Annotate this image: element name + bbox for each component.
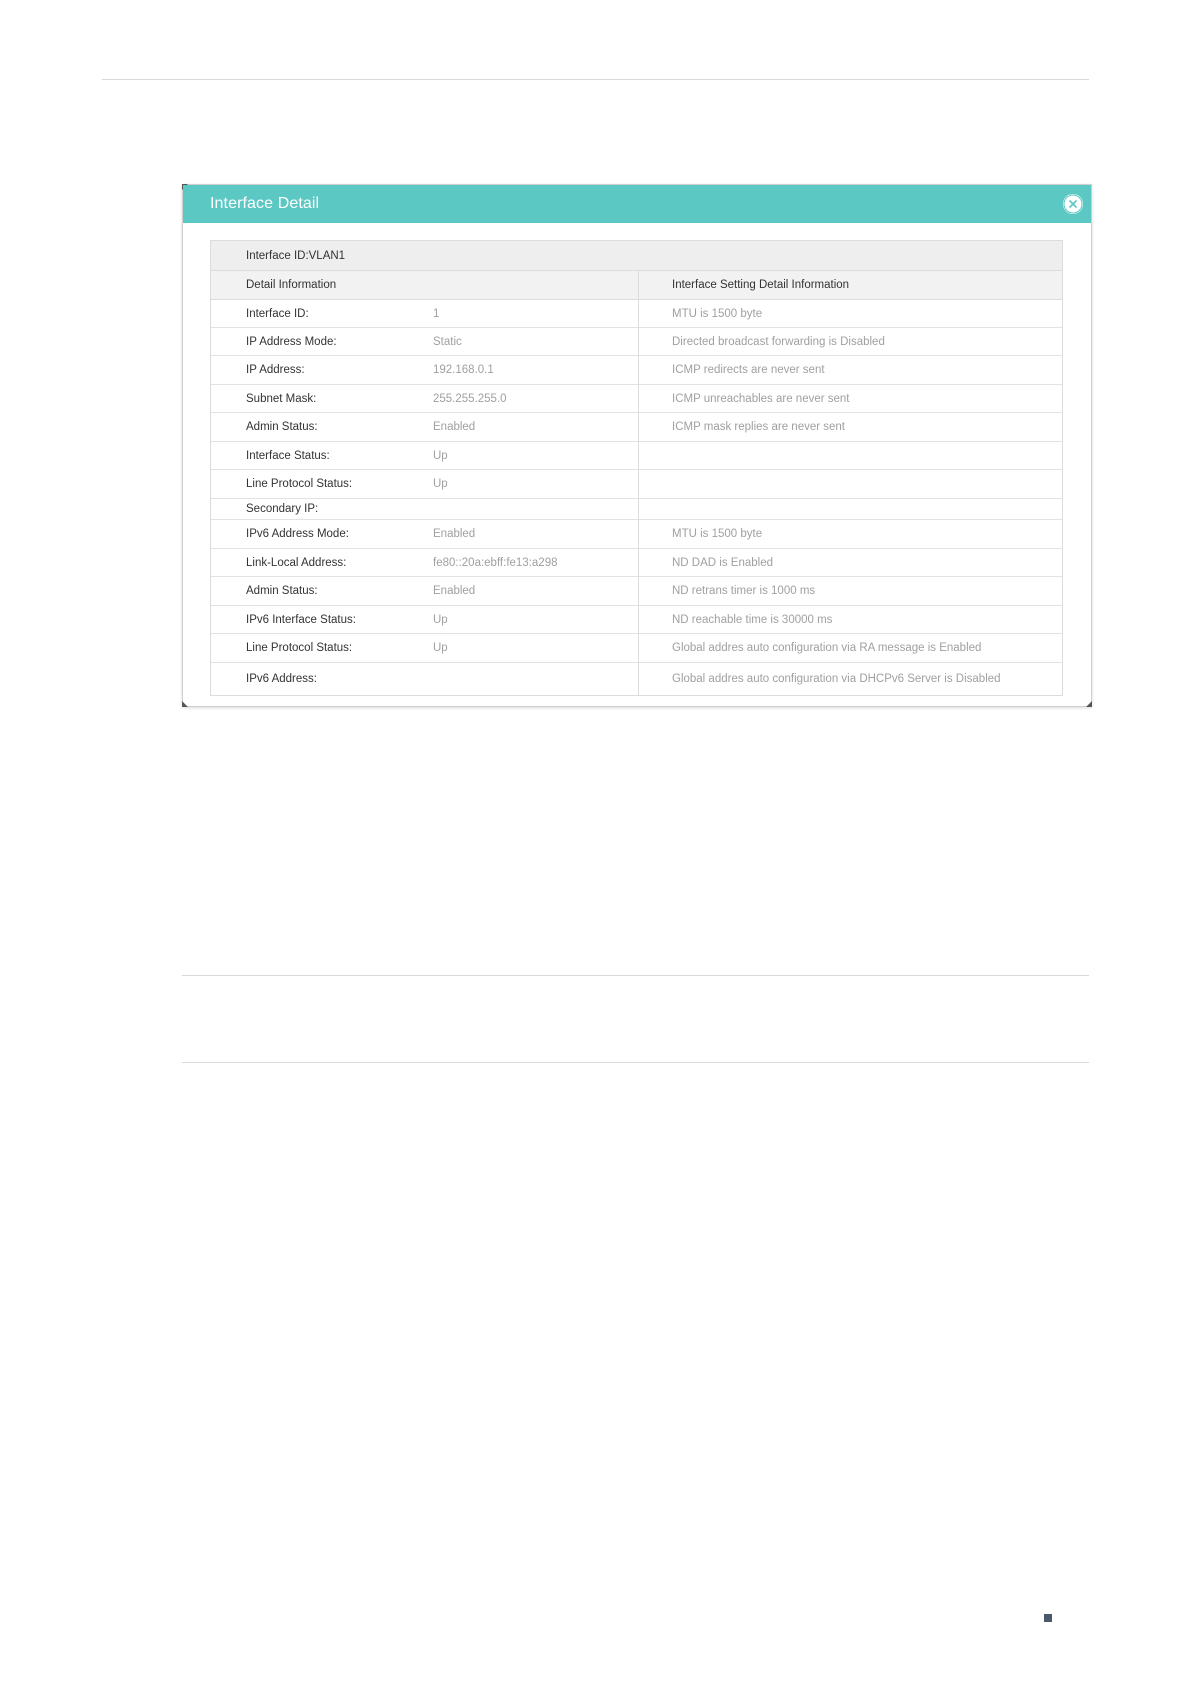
- table-row: [211, 634, 1062, 663]
- row-label: Interface Status:: [246, 449, 330, 462]
- row-label: Subnet Mask:: [246, 392, 317, 405]
- table-row: [211, 663, 1062, 695]
- interface-id-label: Interface ID:VLAN1: [246, 249, 346, 262]
- table-row: [211, 577, 1062, 606]
- row-value: Enabled: [433, 585, 476, 597]
- column-divider: [638, 549, 639, 576]
- row-value: Enabled: [433, 421, 476, 433]
- column-divider: [638, 442, 639, 469]
- column-divider: [638, 634, 639, 662]
- section-divider: [182, 975, 1089, 976]
- row-label: Admin Status:: [246, 421, 318, 433]
- row-value: Up: [433, 613, 448, 626]
- column-divider: [638, 328, 639, 355]
- column-divider: [638, 271, 639, 299]
- table-row: [211, 356, 1062, 385]
- row-value: Up: [433, 642, 448, 654]
- row-label: IP Address:: [246, 364, 305, 376]
- row-setting: ND DAD is Enabled: [672, 556, 773, 569]
- row-setting: ICMP unreachables are never sent: [672, 392, 850, 405]
- dialog-header: [183, 185, 1091, 223]
- column-divider: [638, 577, 639, 605]
- column-divider: [638, 300, 639, 327]
- column-divider: [638, 499, 639, 519]
- row-value: 192.168.0.1: [433, 364, 494, 376]
- table-header: [211, 271, 1062, 300]
- column-divider: [638, 356, 639, 384]
- row-setting: ICMP redirects are never sent: [672, 364, 825, 376]
- row-setting: ND retrans timer is 1000 ms: [672, 585, 816, 597]
- table-row: [211, 549, 1062, 577]
- close-button[interactable]: [1063, 194, 1083, 214]
- dialog-title: Interface Detail: [210, 195, 320, 212]
- row-setting: ND reachable time is 30000 ms: [672, 613, 833, 626]
- row-label: Line Protocol Status:: [246, 642, 353, 654]
- row-value: 255.255.255.0: [433, 392, 507, 405]
- row-value: Enabled: [433, 528, 476, 540]
- row-label: Secondary IP:: [246, 503, 319, 515]
- table-row: [211, 470, 1062, 499]
- row-value: Up: [433, 449, 448, 462]
- header-detail-information: Detail Information: [246, 279, 337, 291]
- column-divider: [638, 606, 639, 633]
- row-setting: MTU is 1500 byte: [672, 307, 763, 320]
- row-value: Static: [433, 335, 462, 348]
- interface-detail-table: [210, 240, 1063, 696]
- column-divider: [638, 663, 639, 695]
- row-setting: Global addres auto configuration via RA message is Enabled: [672, 642, 982, 654]
- row-label: IPv6 Address:: [246, 673, 317, 685]
- table-row: [211, 385, 1062, 413]
- column-divider: [638, 413, 639, 441]
- row-value: 1: [433, 307, 440, 320]
- table-row: [211, 520, 1062, 549]
- row-label: IPv6 Interface Status:: [246, 613, 356, 626]
- table-row: [211, 606, 1062, 634]
- top-divider: [102, 79, 1089, 80]
- row-setting: MTU is 1500 byte: [672, 528, 763, 540]
- row-label: Interface ID:: [246, 307, 309, 320]
- table-body: [211, 300, 1062, 695]
- table-row: [211, 413, 1062, 442]
- row-label: Admin Status:: [246, 585, 318, 597]
- row-label: IPv6 Address Mode:: [246, 528, 349, 540]
- table-row: [211, 499, 1062, 520]
- table-row: [211, 442, 1062, 470]
- header-setting-detail-information: Interface Setting Detail Information: [672, 279, 850, 291]
- row-label: Link-Local Address:: [246, 556, 347, 569]
- row-value: fe80::20a:ebff:fe13:a298: [433, 556, 558, 569]
- row-setting: Directed broadcast forwarding is Disabled: [672, 335, 885, 348]
- table-row: [211, 300, 1062, 328]
- row-setting: Global addres auto configuration via DHCPv6 Server is Disabled: [672, 673, 1001, 685]
- column-divider: [638, 470, 639, 498]
- dialog-corner: [182, 701, 188, 707]
- row-label: IP Address Mode:: [246, 335, 337, 348]
- close-circle-icon: [1063, 194, 1083, 214]
- column-divider: [638, 385, 639, 412]
- interface-detail-dialog: [182, 184, 1092, 707]
- page-marker-icon: [1044, 1614, 1052, 1622]
- interface-id-row: [211, 241, 1062, 271]
- section-divider: [182, 1062, 1089, 1063]
- row-value: Up: [433, 478, 448, 490]
- row-label: Line Protocol Status:: [246, 478, 353, 490]
- column-divider: [638, 520, 639, 548]
- row-setting: ICMP mask replies are never sent: [672, 421, 845, 433]
- table-row: [211, 328, 1062, 356]
